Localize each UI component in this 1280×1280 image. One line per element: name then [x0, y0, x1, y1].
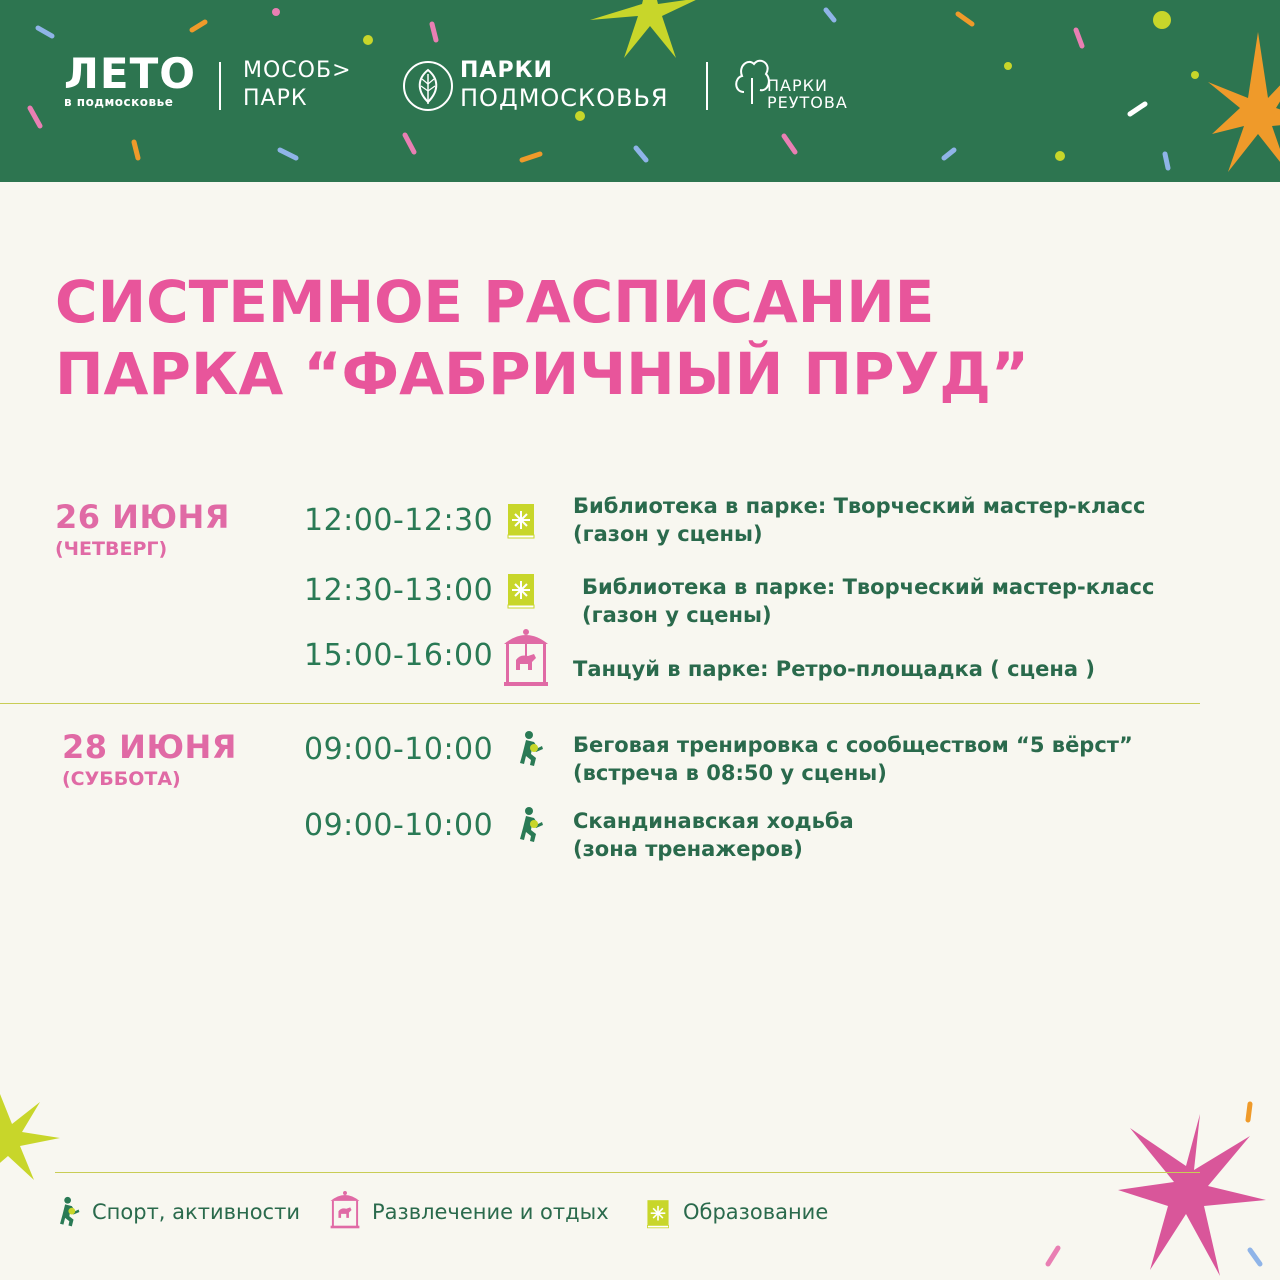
parki-logo-line2: ПОДМОСКОВЬЯ [460, 84, 669, 112]
runner-icon [60, 1196, 82, 1228]
parki-logo-line1: ПАРКИ [460, 58, 553, 83]
reutov-logo-line1: ПАРКИ [767, 76, 828, 95]
event-title: Беговая тренировка с сообществом “5 вёрст” [573, 733, 1133, 757]
event-location: (газон у сцены) [573, 522, 763, 546]
event-location: (зона тренажеров) [573, 837, 803, 861]
legend-fun-label: Развлечение и отдых [372, 1200, 609, 1224]
day-weekday: (СУББОТА) [62, 768, 181, 790]
lime-star-decoration [0, 1080, 80, 1190]
event-description [573, 492, 1145, 548]
runner-icon [520, 730, 546, 768]
event-time: 12:30-13:00 [304, 573, 494, 608]
event-location: (газон у сцены) [582, 603, 772, 627]
education-book-icon [505, 572, 537, 610]
tree-icon [732, 52, 772, 106]
page-title-line1: СИСТЕМНОЕ РАСПИСАНИЕ [55, 268, 935, 336]
event-time: 09:00-10:00 [304, 808, 494, 843]
event-title: Скандинавская ходьба [573, 809, 854, 833]
reutov-logo-line2: РЕУТОВА [767, 93, 848, 112]
legend-divider [55, 1172, 1200, 1173]
event-description [573, 807, 854, 863]
event-time: 12:00-12:30 [304, 503, 494, 538]
day-date: 26 ИЮНЯ [55, 498, 230, 536]
leaf-icon [402, 60, 454, 112]
event-title: Танцуй в парке: Ретро-площадка ( сцена ) [573, 657, 1095, 681]
education-book-icon [505, 502, 537, 540]
carousel-icon [328, 1190, 362, 1230]
confetti-decoration [1040, 1240, 1070, 1270]
pink-star-decoration [1100, 1090, 1280, 1280]
event-time: 09:00-10:00 [304, 732, 494, 767]
carousel-icon [500, 628, 552, 688]
event-description [573, 655, 1095, 683]
day-divider [0, 703, 1200, 704]
day-date: 28 ИЮНЯ [62, 728, 237, 766]
education-book-icon [645, 1198, 671, 1230]
event-title: Библиотека в парке: Творческий мастер-класс [582, 575, 1155, 599]
page-title-line2: ПАРКА “ФАБРИЧНЫЙ ПРУД” [55, 340, 1029, 408]
event-title: Библиотека в парке: Творческий мастер-класс [573, 494, 1146, 518]
leto-logo-title: ЛЕТО [64, 49, 196, 98]
day-heading [62, 728, 237, 790]
legend-education-label: Образование [683, 1200, 829, 1224]
mosobl-logo-line2: ПАРК [243, 86, 308, 111]
event-location: (встреча в 08:50 у сцены) [573, 761, 887, 785]
day-heading [55, 498, 230, 560]
logo-divider [219, 62, 221, 110]
leto-logo-subtitle: в подмосковье [64, 95, 174, 109]
header-banner [0, 0, 1280, 182]
legend-sport-label: Спорт, активности [92, 1200, 300, 1224]
logo-divider [706, 62, 708, 110]
event-time: 15:00-16:00 [304, 638, 494, 673]
runner-icon [520, 806, 546, 844]
event-description [573, 731, 1133, 787]
event-description [582, 573, 1154, 629]
day-weekday: (ЧЕТВЕРГ) [55, 538, 168, 560]
mosobl-logo-line1: МОСОБ> [243, 58, 352, 83]
